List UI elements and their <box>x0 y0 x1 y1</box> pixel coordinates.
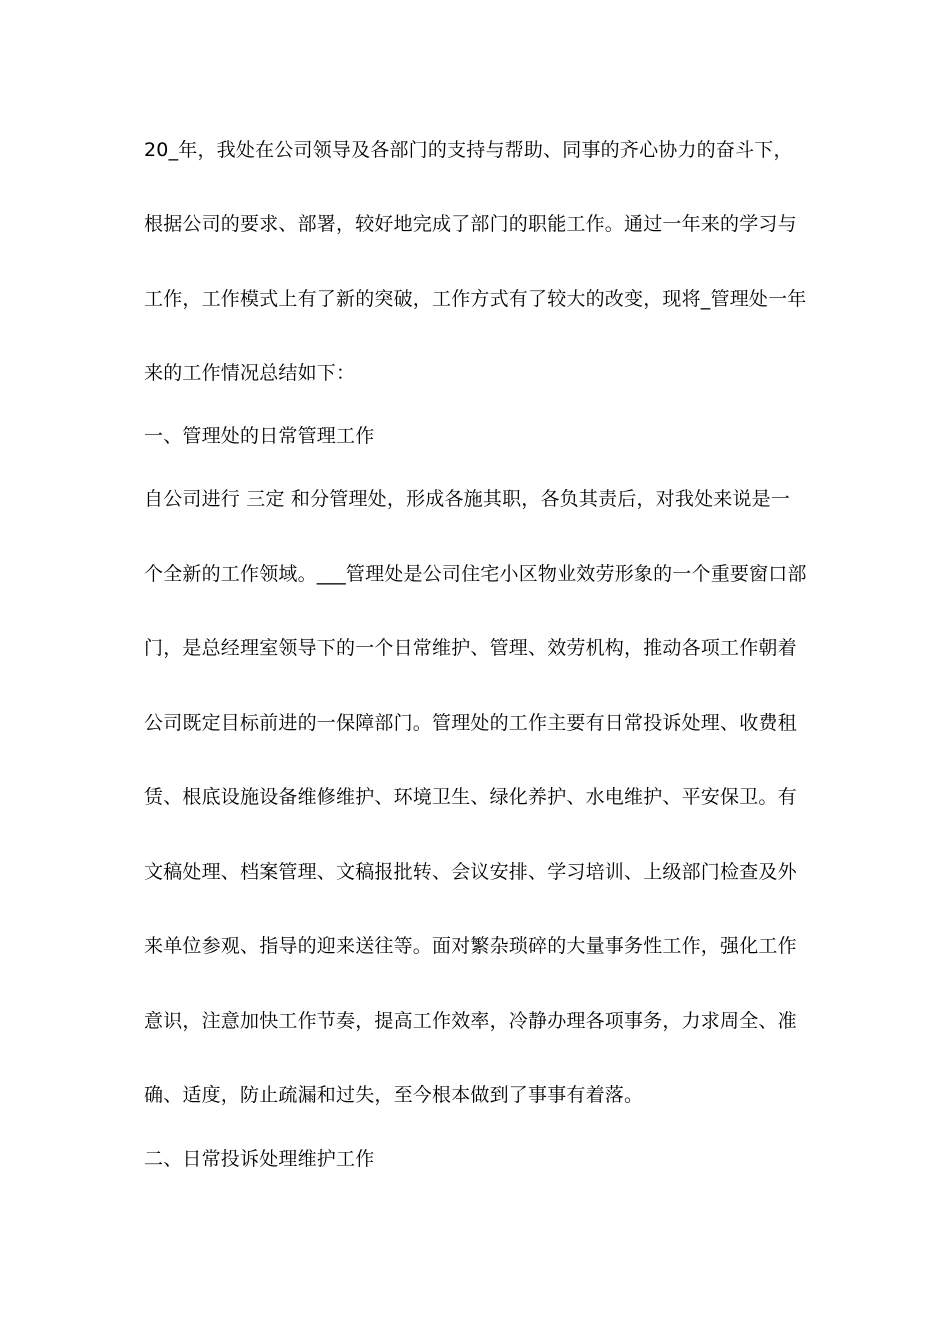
paragraph-2-line-1: 自公司进行 三定 和分管理处，形成各施其职，各负其责后，对我处来说是一 <box>144 488 791 510</box>
section-heading-2: 二、日常投诉处理维护工作 <box>144 1148 375 1170</box>
paragraph-2-line-8: 意识，注意加快工作节奏，提高工作效率，冷静办理各项事务，力求周全、准 <box>144 1010 797 1032</box>
paragraph-2-line-3: 门，是总经理室领导下的一个日常维护、管理、效劳机构，推动各项工作朝着 <box>144 637 797 659</box>
paragraph-1-line-1: 20_年，我处在公司领导及各部门的支持与帮助、同事的齐心协力的奋斗下， <box>144 139 793 161</box>
paragraph-2-line-7: 来单位参观、指导的迎来送往等。面对繁杂琐碎的大量事务性工作，强化工作 <box>144 935 797 957</box>
paragraph-2-line-6: 文稿处理、档案管理、文稿报批转、会议安排、学习培训、上级部门检查及外 <box>144 861 797 883</box>
paragraph-2-line-4: 公司既定目标前进的一保障部门。管理处的工作主要有日常投诉处理、收费租 <box>144 712 797 734</box>
paragraph-2-line-9: 确、适度，防止疏漏和过失，至今根本做到了事事有着落。 <box>144 1084 644 1106</box>
paragraph-2-line-2: 个全新的工作领域。___管理处是公司住宅小区物业效劳形象的一个重要窗口部 <box>144 563 807 585</box>
paragraph-1-line-2: 根据公司的要求、部署，较好地完成了部门的职能工作。通过一年来的学习与 <box>144 213 797 235</box>
paragraph-1-line-3: 工作，工作模式上有了新的突破，工作方式有了较大的改变，现将_管理处一年 <box>144 288 807 310</box>
paragraph-1-line-4: 来的工作情况总结如下： <box>144 362 356 384</box>
paragraph-2-line-5: 赁、根底设施设备维修维护、环境卫生、绿化养护、水电维护、平安保卫。有 <box>144 786 797 808</box>
section-heading-1: 一、管理处的日常管理工作 <box>144 425 375 447</box>
